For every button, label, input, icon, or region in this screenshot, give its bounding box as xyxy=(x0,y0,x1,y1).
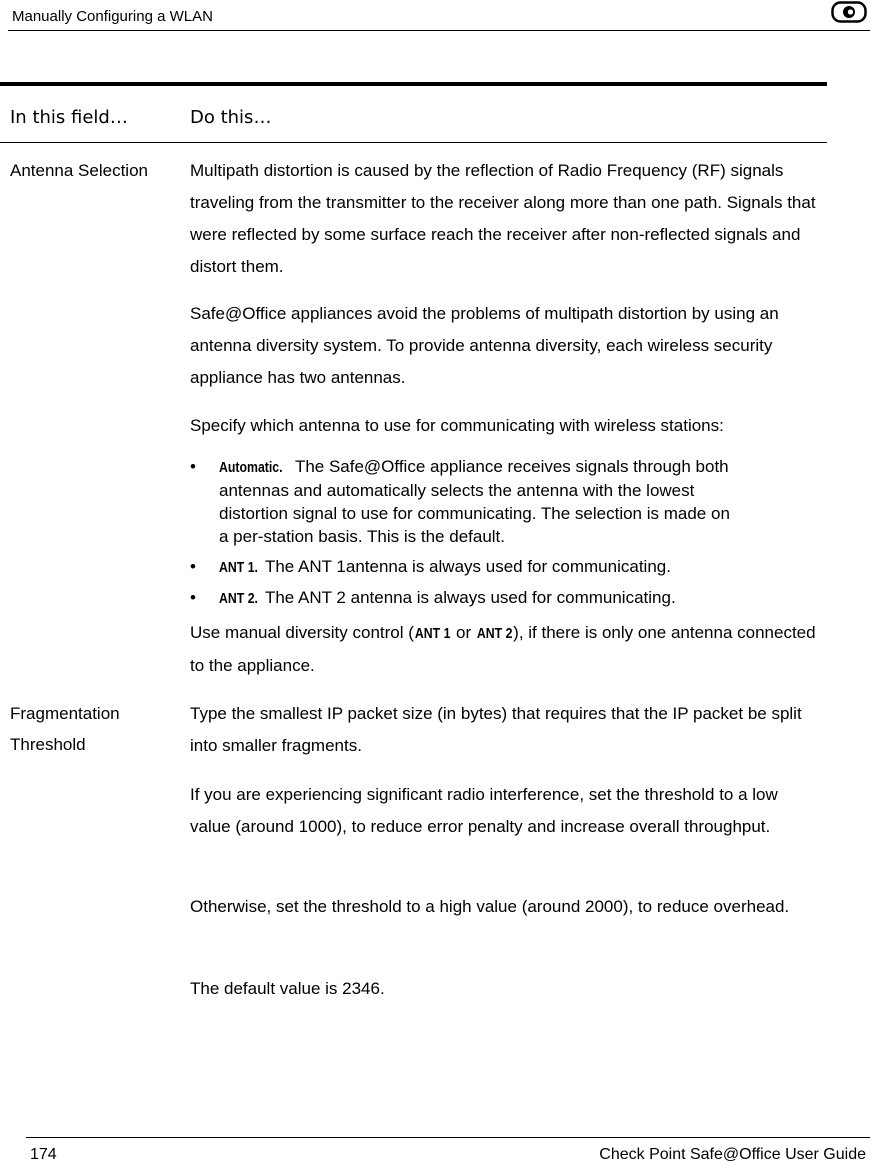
closing-text-before: Use manual diversity control ( xyxy=(190,623,414,642)
antenna-options-list xyxy=(190,455,790,617)
antenna-paragraph-2: Safe@Office appliances avoid the problems of multipath distortion by using an antenna diversity system. To provide antenna diversity, each wireless security appliance has two antennas. xyxy=(190,304,779,387)
closing-term-ant1: ANT 1 xyxy=(414,625,451,642)
fragmentation-paragraph-1: Type the smallest IP packet size (in bytes) that requires that the IP packet be split into smaller fragments. xyxy=(190,704,802,755)
fragmentation-paragraph-2: If you are experiencing significant radio interference, set the threshold to a low value (around 1000), to reduce error penalty and increase overall throughput. xyxy=(190,785,778,836)
option-text: The ANT 2 antenna is always used for communicating. xyxy=(264,588,676,607)
option-text: The ANT 1antenna is always used for communicating. xyxy=(264,557,671,576)
closing-text-mid: or xyxy=(451,623,476,642)
fragmentation-paragraph-4: The default value is 2346. xyxy=(190,979,385,998)
list-item xyxy=(190,586,790,610)
closing-text-after: ), if there is only one antenna connected to the appliance. xyxy=(190,623,816,675)
option-term: ANT 2. xyxy=(219,590,258,607)
table-top-rule xyxy=(0,82,827,86)
field-name-fragmentation-threshold: Fragmentation Threshold xyxy=(10,704,120,754)
bullet-icon: • xyxy=(190,557,196,576)
antenna-paragraph-1: Multipath distortion is caused by the reflection of Radio Frequency (RF) signals traveling from the transmitter to the receiver along more than one path. Signals that were reflected by some surface reach the receiver after non-reflected signals and distort them. xyxy=(190,161,816,276)
column-header-field: In this field… xyxy=(10,107,128,128)
list-item xyxy=(190,455,739,548)
option-term: ANT 1. xyxy=(219,559,258,576)
header-title: Manually Configuring a WLAN xyxy=(12,8,213,25)
closing-term-ant2: ANT 2 xyxy=(476,625,513,642)
table-header-rule xyxy=(0,142,827,143)
bullet-icon: • xyxy=(190,457,196,476)
footer-rule xyxy=(26,1137,870,1138)
bullet-icon: • xyxy=(190,588,196,607)
antenna-closing-paragraph xyxy=(190,617,820,682)
option-text: The Safe@Office appliance receives signals through both antennas and automatically selects the antenna with the lowest distortion signal to use for communicating. The selection is made on a per-station basis. This is the default. xyxy=(219,457,730,546)
check-point-logo-icon xyxy=(831,1,867,23)
list-item xyxy=(190,555,790,579)
column-header-action: Do this… xyxy=(190,107,272,128)
antenna-paragraph-3: Specify which antenna to use for communicating with wireless stations: xyxy=(190,416,724,435)
header-rule xyxy=(8,30,870,31)
guide-title: Check Point Safe@Office User Guide xyxy=(599,1146,866,1163)
field-name-antenna-selection: Antenna Selection xyxy=(10,161,148,180)
page-number: 174 xyxy=(30,1146,57,1163)
fragmentation-paragraph-3: Otherwise, set the threshold to a high value (around 2000), to reduce overhead. xyxy=(190,897,790,916)
option-term: Automatic. xyxy=(219,459,283,476)
